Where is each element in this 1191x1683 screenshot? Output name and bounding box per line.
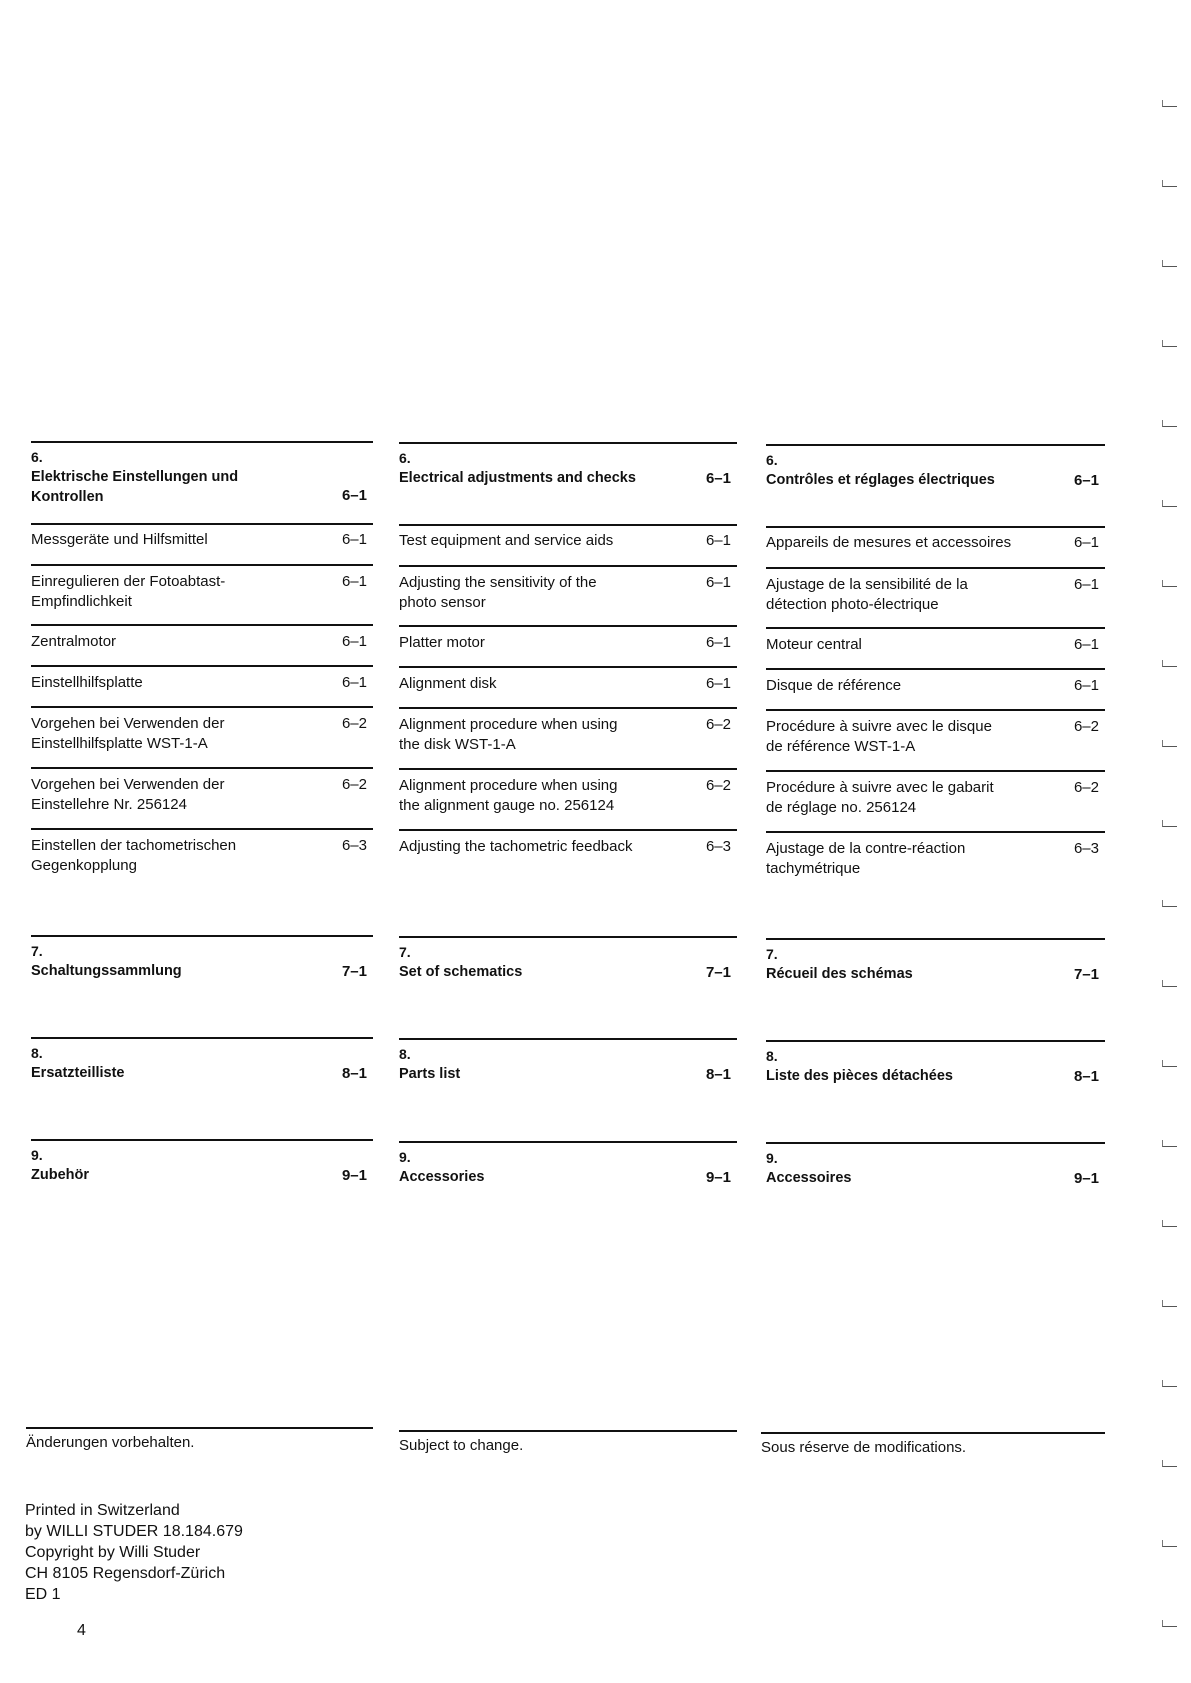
binding-mark [1162,1620,1177,1627]
entry-page: 6–2 [1073,779,1099,796]
section-number: 9. [399,1149,411,1165]
section-rule [399,1141,737,1143]
section-title: Elektrische Einstellungen und Kontrollen [31,469,239,505]
binding-mark [1162,180,1177,187]
page-number: 4 [77,1622,86,1639]
entry-page: 6–1 [1073,636,1099,653]
section-title: Zubehör [31,1167,89,1183]
entry-title: Zentralmotor [31,633,117,650]
section-rule [31,1139,373,1141]
toc-section-9[interactable] [399,1148,737,1188]
entry-rule [766,567,1105,569]
binding-mark [1162,580,1177,587]
toc-entry[interactable] [766,533,1105,553]
section-page: 6–1 [1073,472,1099,489]
section-title: Récueil des schémas [766,966,913,982]
entry-title: Alignment disk [399,675,497,692]
entry-rule [766,831,1105,833]
toc-entry[interactable] [766,635,1105,655]
section-number: 7. [31,943,43,959]
entry-title: Alignment procedure when using the alignment gauge no. 256124 [399,777,618,814]
entry-page: 6–2 [341,776,367,793]
entry-title: Alignment procedure when using the disk WST-1-A [399,716,618,753]
toc-section-8[interactable] [766,1047,1105,1087]
toc-entry[interactable] [399,837,737,857]
section-page: 9–1 [705,1169,731,1186]
toc-entry[interactable] [766,839,1105,879]
section-number: 7. [399,944,411,960]
section-title: Liste des pièces détachées [766,1068,953,1084]
entry-page: 6–1 [705,675,731,692]
section-number: 8. [766,1048,778,1064]
imprint-line: CH 8105 Regensdorf-Zürich [25,1565,226,1582]
section-page: 6–1 [705,470,731,487]
imprint-line: ED 1 [25,1586,61,1603]
note-rule [761,1432,1105,1434]
toc-section-8[interactable] [399,1045,737,1085]
section-number: 9. [31,1147,43,1163]
toc-entry[interactable] [766,717,1105,757]
toc-entry[interactable] [399,776,737,816]
toc-section-9[interactable] [766,1149,1105,1189]
entry-page: 6–3 [1073,840,1099,857]
entry-page: 6–1 [1073,576,1099,593]
toc-section-9[interactable] [31,1146,373,1186]
entry-page: 6–2 [705,716,731,733]
section-page: 8–1 [341,1065,367,1082]
section-rule [766,1142,1105,1144]
binding-mark [1162,500,1177,507]
binding-mark [1162,260,1177,267]
entry-title: Adjusting the sensitivity of the photo sensor [399,574,597,611]
entry-title: Appareils de mesures et accessoires [766,534,1012,551]
binding-mark [1162,1460,1177,1467]
entry-page: 6–3 [341,837,367,854]
entry-rule [31,665,373,667]
section-rule [399,1038,737,1040]
section-title: Electrical adjustments and checks [399,470,636,486]
binding-mark [1162,1380,1177,1387]
change-note: Änderungen vorbehalten. [26,1434,195,1451]
toc-entry[interactable] [31,775,373,815]
entry-page: 6–3 [705,838,731,855]
entry-title: Disque de référence [766,677,902,694]
entry-rule [399,524,737,526]
section-title: Schaltungssammlung [31,963,182,979]
note-rule [26,1427,373,1429]
toc-entry[interactable] [766,676,1105,696]
entry-page: 6–1 [1073,677,1099,694]
section-title: Parts list [399,1066,461,1082]
entry-rule [399,707,737,709]
change-note: Sous réserve de modifications. [761,1439,967,1456]
section-number: 8. [31,1045,43,1061]
entry-rule [766,627,1105,629]
section-rule [31,1037,373,1039]
entry-page: 6–1 [705,634,731,651]
toc-entry[interactable] [31,673,373,693]
entry-rule [31,828,373,830]
binding-mark [1162,820,1177,827]
entry-title: Einregulieren der Fotoabtast-Empfindlichkeit [31,573,226,610]
section-rule [766,444,1105,446]
binding-mark [1162,1060,1177,1067]
section-page: 9–1 [1073,1170,1099,1187]
toc-entry[interactable] [399,573,737,613]
toc-section-8[interactable] [31,1044,373,1084]
entry-title: Ajustage de la contre-réaction tachymétrique [766,840,966,877]
toc-entry[interactable] [766,778,1105,818]
binding-mark [1162,1300,1177,1307]
section-rule [766,938,1105,940]
entry-title: Procédure à suivre avec le disque de référence WST-1-A [766,718,992,755]
entry-title: Ajustage de la sensibilité de la détection photo-électrique [766,576,968,613]
binding-mark [1162,340,1177,347]
toc-entry[interactable] [399,531,737,551]
entry-title: Vorgehen bei Verwenden der Einstellhilfsplatte WST-1-A [31,715,225,752]
entry-rule [31,624,373,626]
imprint-line: Copyright by Willi Studer [25,1544,201,1561]
entry-rule [399,565,737,567]
toc-entry[interactable] [399,715,737,755]
section-number: 7. [766,946,778,962]
binding-mark [1162,100,1177,107]
toc-section-6[interactable] [31,448,373,506]
section-page: 7–1 [341,963,367,980]
imprint-line: Printed in Switzerland [25,1502,180,1519]
section-page: 7–1 [705,964,731,981]
entry-rule [31,706,373,708]
section-page: 9–1 [341,1167,367,1184]
entry-rule [31,564,373,566]
section-number: 6. [399,450,411,466]
entry-rule [766,526,1105,528]
entry-title: Test equipment and service aids [399,532,614,549]
entry-title: Einstellen der tachometrischen Gegenkopplung [31,837,237,874]
entry-page: 6–1 [341,573,367,590]
binding-mark [1162,1140,1177,1147]
toc-entry[interactable] [31,836,373,876]
binding-mark [1162,740,1177,747]
entry-page: 6–2 [1073,718,1099,735]
entry-rule [399,768,737,770]
toc-entry[interactable] [31,530,373,550]
entry-title: Adjusting the tachometric feedback [399,838,633,855]
binding-mark [1162,1540,1177,1547]
toc-entry[interactable] [399,633,737,653]
toc-section-6[interactable] [399,449,737,489]
section-title: Accessoires [766,1170,852,1186]
section-title: Contrôles et réglages électriques [766,472,995,488]
section-rule [399,936,737,938]
entry-page: 6–1 [341,633,367,650]
entry-rule [399,829,737,831]
section-rule [399,442,737,444]
entry-rule [766,770,1105,772]
entry-title: Messgeräte und Hilfsmittel [31,531,208,548]
entry-page: 6–2 [705,777,731,794]
entry-title: Einstellhilfsplatte [31,674,143,691]
section-title: Set of schematics [399,964,523,980]
entry-rule [766,709,1105,711]
entry-page: 6–1 [341,674,367,691]
toc-entry[interactable] [399,674,737,694]
section-rule [31,935,373,937]
section-number: 6. [31,449,43,465]
binding-marks [1151,0,1191,1683]
section-number: 8. [399,1046,411,1062]
toc-section-6[interactable] [766,451,1105,491]
section-page: 7–1 [1073,966,1099,983]
toc-section-7[interactable] [766,945,1105,985]
section-title: Accessories [399,1169,485,1185]
entry-page: 6–1 [705,532,731,549]
toc-section-7[interactable] [399,943,737,983]
toc-entry[interactable] [31,632,373,652]
change-note: Subject to change. [399,1437,524,1454]
toc-entry[interactable] [766,575,1105,615]
note-rule [399,1430,737,1432]
binding-mark [1162,1220,1177,1227]
imprint-line: by WILLI STUDER 18.184.679 [25,1523,243,1540]
section-title: Ersatzteilliste [31,1065,125,1081]
entry-page: 6–2 [341,715,367,732]
entry-page: 6–1 [341,531,367,548]
binding-mark [1162,980,1177,987]
entry-page: 6–1 [705,574,731,591]
entry-title: Procédure à suivre avec le gabarit de réglage no. 256124 [766,779,994,816]
section-number: 6. [766,452,778,468]
binding-mark [1162,660,1177,667]
entry-title: Vorgehen bei Verwenden der Einstellehre Nr. 256124 [31,776,225,813]
section-page: 6–1 [341,487,367,504]
entry-rule [766,668,1105,670]
binding-mark [1162,900,1177,907]
entry-rule [31,767,373,769]
entry-title: Moteur central [766,636,862,653]
entry-page: 6–1 [1073,534,1099,551]
section-number: 9. [766,1150,778,1166]
toc-entry[interactable] [31,572,373,612]
entry-rule [31,523,373,525]
section-rule [31,441,373,443]
toc-entry[interactable] [31,714,373,754]
entry-title: Platter motor [399,634,485,651]
section-page: 8–1 [1073,1068,1099,1085]
section-page: 8–1 [705,1066,731,1083]
section-rule [766,1040,1105,1042]
imprint [25,1500,243,1605]
binding-mark [1162,420,1177,427]
toc-section-7[interactable] [31,942,373,982]
entry-rule [399,625,737,627]
entry-rule [399,666,737,668]
